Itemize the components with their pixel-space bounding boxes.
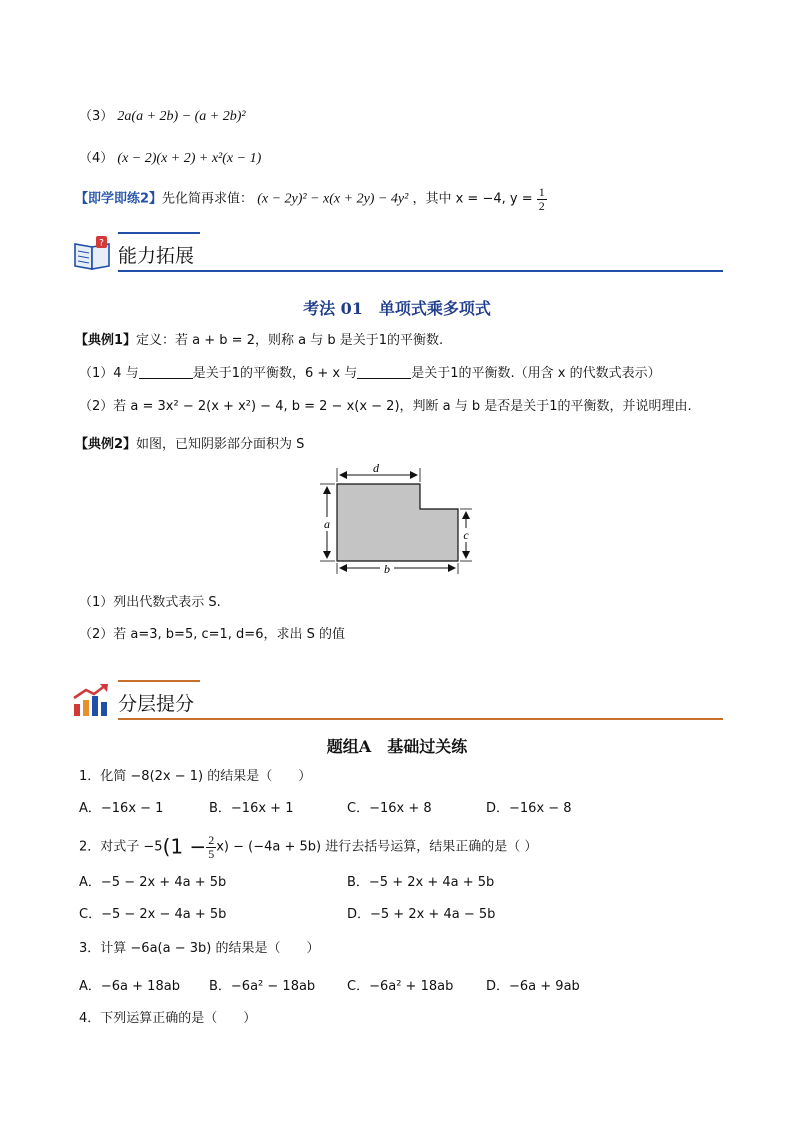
question-3-option-b[interactable]: B．−6a² − 18ab xyxy=(209,979,316,994)
question-2-option-b[interactable]: B．−5 + 2x + 4a + 5b xyxy=(347,875,495,890)
question-2-option-d[interactable]: D．−5 + 2x + 4a − 5b xyxy=(347,907,496,922)
shaded-area-figure xyxy=(316,462,476,582)
label-d: d xyxy=(373,462,379,475)
q2-label: （2） xyxy=(79,399,114,414)
section-overline xyxy=(118,232,200,234)
section-rule xyxy=(118,718,723,720)
practice-2-tag: 【即学即练2】 xyxy=(75,191,163,207)
shaded-region xyxy=(337,484,458,561)
example-2-q2: （2）若 a=3, b=5, c=1, d=6，求出 S 的值 xyxy=(79,627,345,642)
fraction-denominator: 2 xyxy=(538,198,545,213)
label-b: b xyxy=(384,562,390,576)
question-1-stem: 1．化简 −8(2x − 1) 的结果是（ ） xyxy=(79,769,312,784)
item-4-label: （4） xyxy=(79,151,114,166)
q1-part-b: 是关于1的平衡数， xyxy=(192,366,305,381)
item-4-expr: (x − 2)(x + 2) + x²(x − 1) xyxy=(117,151,262,166)
section-title: 分层提分 xyxy=(118,693,195,715)
section-title: 能力拓展 xyxy=(118,245,195,267)
question-3-option-c[interactable]: C．−6a² + 18ab xyxy=(347,979,454,994)
example-2-q1: （1）列出代数式表示 S. xyxy=(79,595,221,610)
q1-part-c: 6 + x 与 xyxy=(304,366,358,381)
answer-blank[interactable] xyxy=(139,366,193,379)
question-1-option-c[interactable]: C．−16x + 8 xyxy=(347,801,432,816)
item-3 xyxy=(79,110,246,124)
question-1-option-b[interactable]: B．−16x + 1 xyxy=(209,801,294,816)
answer-blank[interactable] xyxy=(357,366,411,379)
item-3-label: （3） xyxy=(79,109,114,124)
question-3-stem: 3．计算 −6a(a − 3b) 的结果是（ ） xyxy=(79,941,320,956)
growth-chart-icon xyxy=(72,682,112,718)
practice-2-text: 先化简再求值： xyxy=(162,191,254,207)
question-1-option-a[interactable]: A．−16x − 1 xyxy=(79,801,164,816)
method-title: 考法 01 单项式乘多项式 xyxy=(303,299,491,318)
example-1-tag: 【典例1】 xyxy=(75,333,137,348)
section-overline xyxy=(118,680,200,682)
label-a: a xyxy=(324,517,330,531)
section-header-ability xyxy=(72,232,723,272)
q2-stem-c: x) − (−4a + 5b) 进行去括号运算，结果正确的是（ ） xyxy=(216,839,538,855)
question-2-stem xyxy=(79,834,537,860)
question-4-stem: 4．下列运算正确的是（ ） xyxy=(79,1011,257,1026)
item-4 xyxy=(79,152,261,166)
question-1-option-d[interactable]: D．−16x − 8 xyxy=(486,801,572,816)
question-2-option-a[interactable]: A．−5 − 2x + 4a + 5b xyxy=(79,875,227,890)
question-3-option-d[interactable]: D．−6a + 9ab xyxy=(486,979,580,994)
question-2-option-c[interactable]: C．−5 − 2x − 4a + 5b xyxy=(79,907,227,922)
item-3-expr: 2a(a + 2b) − (a + 2b)² xyxy=(117,109,246,124)
example-1 xyxy=(75,334,443,347)
fraction-numerator: 2 xyxy=(208,833,215,847)
example-1-text: 定义：若 a + b = 2，则称 a 与 b 是关于1的平衡数. xyxy=(136,333,444,348)
section-rule xyxy=(118,270,723,272)
q1-label: （1） xyxy=(79,366,114,381)
example-1-q2 xyxy=(79,400,692,413)
fraction-denominator: 5 xyxy=(208,846,215,861)
q1-part-d: 是关于1的平衡数.（用含 x 的代数式表示） xyxy=(411,366,661,381)
example-1-q1 xyxy=(79,366,661,380)
practice-2-expr: (x − 2y)² − x(x + 2y) − 4y² xyxy=(257,191,409,207)
example-2-tag: 【典例2】 xyxy=(75,437,137,452)
svg-text:?: ? xyxy=(99,238,104,249)
label-c: c xyxy=(463,528,469,542)
q2-text: 若 a = 3x² − 2(x + x²) − 4, b = 2 − x(x − 2)，判断 a 与 b 是否是关于1的平衡数，并说明理由. xyxy=(113,399,692,414)
fraction-numerator: 1 xyxy=(538,185,545,199)
open-book-icon xyxy=(72,234,114,272)
example-2 xyxy=(75,438,304,451)
group-a-title: 题组A 基础过关练 xyxy=(326,737,468,756)
practice-2 xyxy=(75,186,547,212)
question-3-option-a[interactable]: A．−6a + 18ab xyxy=(79,979,180,994)
q1-part-a: 4 与 xyxy=(113,366,139,381)
example-2-text: 如图，已知阴影部分面积为 S xyxy=(136,437,305,452)
practice-2-fraction xyxy=(537,186,547,212)
q2-fraction xyxy=(206,834,216,860)
q2-stem-a: 2．对式子 −5 xyxy=(79,839,163,855)
section-header-layered xyxy=(72,680,723,720)
q2-stem-b: (1 − xyxy=(162,834,207,859)
practice-2-where: ，其中 x = −4, y = xyxy=(412,191,533,207)
